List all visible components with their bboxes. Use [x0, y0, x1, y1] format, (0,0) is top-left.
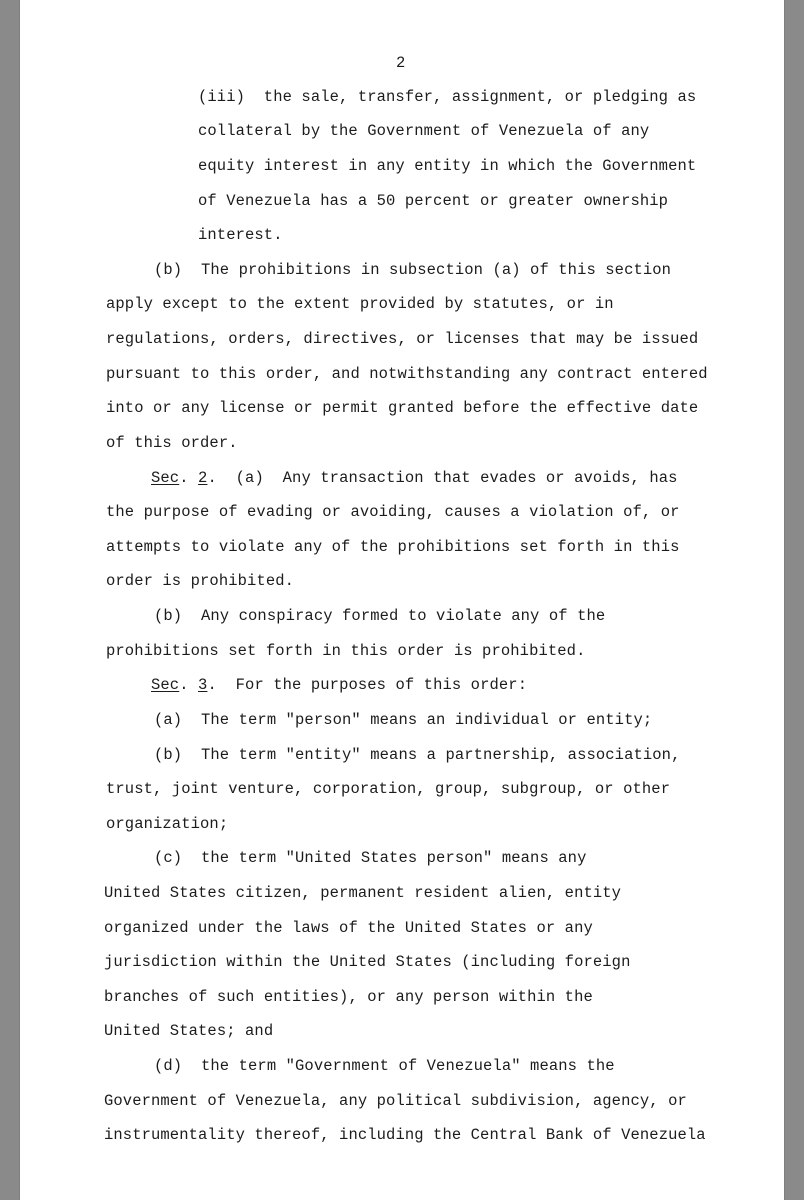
section-number: 2 [198, 469, 208, 487]
section-label: Sec [151, 469, 180, 487]
text-line: United States; and [104, 1022, 274, 1040]
text-line: equity interest in any entity in which the Government [198, 157, 697, 175]
text-line: United States citizen, permanent resident alien, entity [104, 884, 622, 902]
text-line: into or any license or permit granted before the effective date [106, 399, 699, 417]
text-line: (a) Any transaction that evades or avoids, has [216, 469, 678, 487]
text-line: interest. [198, 226, 283, 244]
text-line: (d) the term "Government of Venezuela" means the [154, 1057, 615, 1075]
section-number: 3 [198, 676, 208, 694]
text-line: regulations, orders, directives, or licenses that may be issued [106, 330, 699, 348]
section-label: Sec [151, 676, 180, 694]
text-line: trust, joint venture, corporation, group, subgroup, or other [106, 780, 671, 798]
text-line: of Venezuela has a 50 percent or greater ownership [198, 192, 669, 210]
document-page [20, 0, 784, 1200]
text-line: organization; [106, 815, 229, 833]
section-heading: Sec. 3. For the purposes of this order: [151, 676, 528, 694]
text-line: branches of such entities), or any person within the [104, 988, 593, 1006]
text-line: (b) The term "entity" means a partnership, association, [154, 746, 681, 764]
page-number: 2 [396, 54, 406, 72]
section-heading: Sec. 2. (a) Any transaction that evades or avoids, has [151, 469, 678, 487]
text-line: instrumentality thereof, including the Central Bank of Venezuela [104, 1126, 706, 1144]
text-line: pursuant to this order, and notwithstanding any contract entered [106, 365, 708, 383]
text-line: (c) the term "United States person" means any [154, 849, 587, 867]
text-line: the purpose of evading or avoiding, causes a violation of, or [106, 503, 680, 521]
text-line: prohibitions set forth in this order is prohibited. [106, 642, 586, 660]
text-line: collateral by the Government of Venezuela of any [198, 122, 650, 140]
text-line: apply except to the extent provided by statutes, or in [106, 295, 614, 313]
text-line: Government of Venezuela, any political subdivision, agency, or [104, 1092, 687, 1110]
text-line: of this order. [106, 434, 238, 452]
text-line: organized under the laws of the United States or any [104, 919, 593, 937]
text-line: (iii) the sale, transfer, assignment, or pledging as [198, 88, 697, 106]
text-line: For the purposes of this order: [216, 676, 528, 694]
text-line: (a) The term "person" means an individual or entity; [154, 711, 653, 729]
text-line: jurisdiction within the United States (including foreign [104, 953, 631, 971]
text-line: order is prohibited. [106, 572, 295, 590]
text-line: attempts to violate any of the prohibitions set forth in this [106, 538, 680, 556]
text-line: (b) The prohibitions in subsection (a) of this section [154, 261, 672, 279]
text-line: (b) Any conspiracy formed to violate any of the [154, 607, 606, 625]
